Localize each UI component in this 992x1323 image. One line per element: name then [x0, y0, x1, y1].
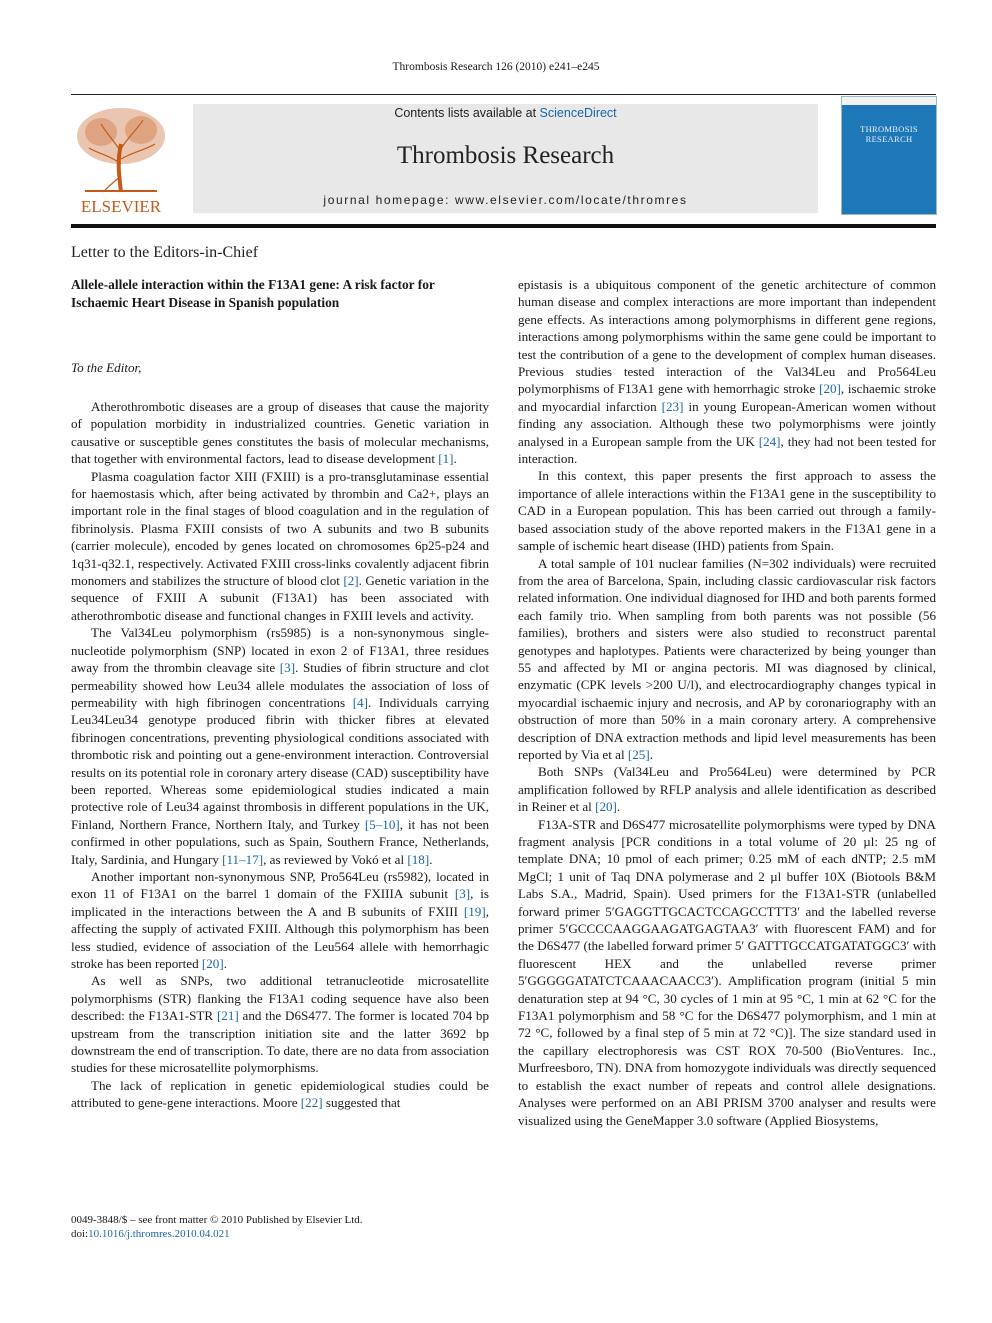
journal-name: Thrombosis Research — [396, 142, 615, 169]
body-paragraph — [518, 555, 936, 764]
body-paragraph — [71, 972, 489, 1076]
paragraph-text: . Studies of fibrin structure and clot permeability showed how Leu34 allele modulates the association of loss of permeability with high fibrinogen concentrations — [71, 660, 489, 710]
paragraph-text: . Genetic variation in the sequence of FXIII A subunit (F13A1) has been associated with atherothrombotic disease and functional changes in FXIII levels and activity. — [71, 573, 489, 623]
paragraph-text: In this context, this paper presents the first approach to assess the importance of allele interactions within the F13A1 gene in the susceptibility to CAD in a European population. This has been carried out through a family-based association study of the above reported makers in the F13A1 gene in a sample of ischemic heart disease (IHD) patients from Spain. — [518, 468, 936, 554]
citation-ref[interactable]: [25] — [627, 746, 650, 762]
body-paragraph — [518, 467, 936, 554]
citation-ref[interactable]: [3] — [279, 660, 296, 676]
paragraph-text: A total sample of 101 nuclear families (N=302 individuals) were recruited from the area of Barcelona, Spain, including classic cardiovascular risk factors related information. One individual diagnosed for IHD and both parents formed each family trio. When sampling from both parents was not possible (56 families), brothers and sisters were also studied to reconstruct parental genotypes and haplotypes. Patients were characterized by being younger than 55 and affected by MI or angina pectoris. MI was diagnosed by clinical, enzymatic (CPK levels >200 U/l), and electrocardiography changes typical in myocardial ischaemic injury and necrosis, and AP by coronariography with an obstruction of more than 50% in a main coronary artery. A comprehensive description of DNA extraction methods and lipid level measurements has been reported by Via et al — [518, 555, 936, 762]
citation-ref[interactable]: [23] — [661, 398, 684, 414]
citation-ref[interactable]: [3] — [454, 886, 471, 902]
paragraph-text: Another important non-synonymous SNP, Pro564Leu (rs5982), located in exon 11 of F13A1 on the barrel 1 domain of the FXIIIA subunit — [71, 868, 489, 902]
citation-ref[interactable]: [1] — [438, 451, 454, 467]
contents-prefix: Contents lists available at — [394, 106, 540, 120]
cover-title: THROMBOSIS RESEARCH — [860, 124, 918, 144]
paragraph-text: Plasma coagulation factor XIII (FXIII) is a pro-transglutaminase essential for haemostasis which, after being activated by thrombin and Ca2+, plays an important role in the final stages of blood coagulation and in the regulation of fibrinolysis. Plasma FXIII consists of two A subunits and two B subunits (carrier molecule), encoded by genes located on chromosomes 6p25-p24 and 1q31-q32.1, respectively. Activated FXIII cross-links covalently adjacent fibrin monomers and stabilizes the structure of blood clot — [71, 468, 489, 589]
citation-ref[interactable]: [20] — [819, 381, 841, 397]
body-paragraph — [71, 868, 489, 972]
article-section: Letter to the Editors-in-Chief — [71, 244, 259, 261]
paragraph-text: The Val34Leu polymorphism (rs5985) is a non-synonymous single-nucleotide polymorphism (SNP) located in exon 2 of F13A1, three residues away from the thrombin cleavage site — [71, 625, 489, 676]
header-divider — [71, 94, 936, 95]
paragraph-text: . — [453, 451, 457, 467]
copyright-line: 0049-3848/$ – see front matter © 2010 Published by Elsevier Ltd. — [71, 1214, 363, 1226]
paragraph-text: . — [223, 956, 227, 971]
paragraph-text: in young European-American women without finding any association. Although these two polymorphisms were jointly analysed in a European sample from the UK — [518, 398, 936, 449]
body-paragraph — [71, 468, 489, 625]
citation-ref[interactable]: [21] — [216, 1008, 239, 1024]
paragraph-text: , is implicated in the interactions between the A and B subunits of FXIII — [71, 886, 489, 919]
citation-ref[interactable]: [22] — [300, 1095, 323, 1111]
body-paragraph — [518, 276, 936, 467]
body-paragraph — [71, 398, 489, 468]
paragraph-text: . Individuals carrying Leu34Leu34 genotype produced fibrin with thicker fibres at elevated fibrinogen concentrations, preventing physiological conditions associated with thrombotic risk and pointing out a gene-environment interaction. Controversial results on its potential role in coronary artery disease (CAD) susceptibility have been reported. Whereas some epidemiological studies indicated a main protective role of Leu34 against thrombosis in different populations in the UK, Finland, Northern France, Northern Italy, and Turkey — [71, 694, 490, 832]
paragraph-text: , as reviewed by Vokó et al — [263, 851, 408, 867]
page-footer — [71, 1213, 363, 1241]
paragraph-text: and the D6S477. The former is located 704 bp upstream from the transcription initiation site and the latter 3692 bp downstream the end of transcription. To date, there are no data from association studies for these microsatellite polymorphisms. — [71, 1008, 489, 1076]
paragraph-text: Atherothrombotic diseases are a group of diseases that cause the majority of population morbidity in industrialized countries. Genetic variation in causative or susceptible genes constitutes the basis of molecular mechanisms, that together with environmental factors, lead to disease development — [71, 399, 489, 467]
contents-line — [193, 106, 818, 120]
paragraph-text: , ischaemic stroke and myocardial infarction — [518, 381, 936, 414]
citation-ref[interactable]: [24] — [758, 433, 781, 449]
citation-ref[interactable]: [20] — [201, 956, 224, 971]
citation-ref[interactable]: [5–10] — [364, 816, 400, 832]
paragraph-text: , they had not been tested for interaction. — [518, 433, 936, 467]
journal-header-band — [193, 104, 818, 213]
body-paragraph — [518, 763, 936, 815]
paragraph-text: . — [649, 746, 653, 762]
paragraph-text: , affecting the supply of activated FXIII. Although this polymorphism has been less studied, evidence of association of the Leu564 allele with hemorrhagic stroke has been reported — [71, 903, 489, 971]
body-paragraph — [518, 816, 936, 1129]
journal-homepage[interactable]: journal homepage: www.elsevier.com/locate/thromres — [323, 193, 688, 207]
paragraph-text: The lack of replication in genetic epidemiological studies could be attributed to gene-gene interactions. Moore — [71, 1077, 489, 1111]
citation-ref[interactable]: [2] — [343, 573, 359, 589]
article-title: Allele-allele interaction within the F13A1 gene: A risk factor for Ischaemic Heart Disease in Spanish population — [71, 277, 435, 310]
body-paragraph — [71, 624, 489, 868]
doi-link[interactable]: 10.1016/j.thromres.2010.04.021 — [88, 1228, 230, 1240]
paragraph-text: epistasis is a ubiquitous component of the genetic architecture of common human disease and complex interactions are more important than independent gene effects. As interactions among polymorphisms in different gene regions, interactions among polymorphisms within the same gene could be important to test the contribution of a gene to the development of complex human diseases. Previous studies tested interaction of the Val34Leu and Pro564Leu polymorphisms of F13A1 gene with hemorrhagic stroke — [518, 277, 936, 397]
citation-ref[interactable]: [19] — [463, 903, 486, 919]
citation-ref[interactable]: [4] — [352, 694, 368, 710]
paragraph-text: As well as SNPs, two additional tetranucleotide microsatellite polymorphisms (STR) flanking the F13A1 coding sequence have also been described: the F13A1-STR — [71, 973, 489, 1024]
right-column-body — [518, 276, 936, 1129]
citation-ref[interactable]: [11–17] — [222, 851, 264, 867]
paragraph-text: suggested that — [322, 1095, 401, 1111]
paragraph-text: , it has not been confirmed in other populations, such as Spain, Southern France, Netherlands, Italy, Sardinia, and Hungary — [71, 816, 489, 867]
body-paragraph — [71, 1077, 489, 1112]
left-column-body — [71, 398, 489, 1112]
salutation: To the Editor, — [71, 360, 142, 375]
citation-ref[interactable]: [20] — [595, 799, 617, 815]
journal-cover-image — [841, 96, 937, 215]
citation-ref[interactable]: [18] — [407, 851, 430, 867]
elsevier-tree-logo — [71, 104, 171, 216]
paragraph-text: F13A-STR and D6S477 microsatellite polymorphisms were typed by DNA fragment analysis [PCR conditions in a total volume of 20 µl: 25 ng of template DNA; 10 pmol of each primer; 0.25 mM of each dNTP; 2.5 mM MgCl; 1 unit of Taq DNA polymerase and 2 µl buffer 10X (Biotools B&M Labs S.A., Madrid, Spain). Used primers for the F13A1-STR (unlabelled forward primer 5′GAGGTTGCACTCCAGCCTTT3′ and the labelled reverse primer 5′GCCCCAAGGAAGATGAGTAA3′ with fluorescent FAM) and for the D6S477 (the labelled forward primer 5′ GATTTGCCATGATATGGC3′ with fluorescent HEX and the unlabelled reverse primer 5′GGGGGATATCTCAAACAACC3′). Amplification program (initial 5 min denaturation step at 94 °C, 30 cycles of 1 min at 95 °C, 1 min at 62 °C for the F13A1 polymorphism and 58 °C for the D6S477 polymorphism, and 1 min at 72 °C, followed by a final step of 5 min at 72 °C)]. The size standard used in the capillary electrophoresis was CST ROX 70-500 (BioVentures. Inc., Murfreesboro, TN). DNA from homozygote individuals was directly sequenced to establish the exact number of repeats and control allele designations. Analyses were performed on an ABI PRISM 3700 analyser and results were visualized using the GeneMapper 3.0 software (Applied Biosystems, — [518, 816, 936, 1128]
paragraph-text: . — [429, 851, 433, 867]
publisher-logo-text: ELSEVIER — [80, 197, 162, 216]
doi-line: doi:10.1016/j.thromres.2010.04.021 — [71, 1228, 230, 1240]
sciencedirect-link[interactable]: ScienceDirect — [539, 106, 617, 120]
paragraph-text: Both SNPs (Val34Leu and Pro564Leu) were determined by PCR amplification followed by RFLP analysis and allele identification as described in Reiner et al — [518, 764, 936, 815]
journal-citation: Thrombosis Research 126 (2010) e241–e245 — [392, 61, 600, 73]
paragraph-text: . — [616, 799, 621, 815]
header-thick-divider — [71, 224, 936, 228]
